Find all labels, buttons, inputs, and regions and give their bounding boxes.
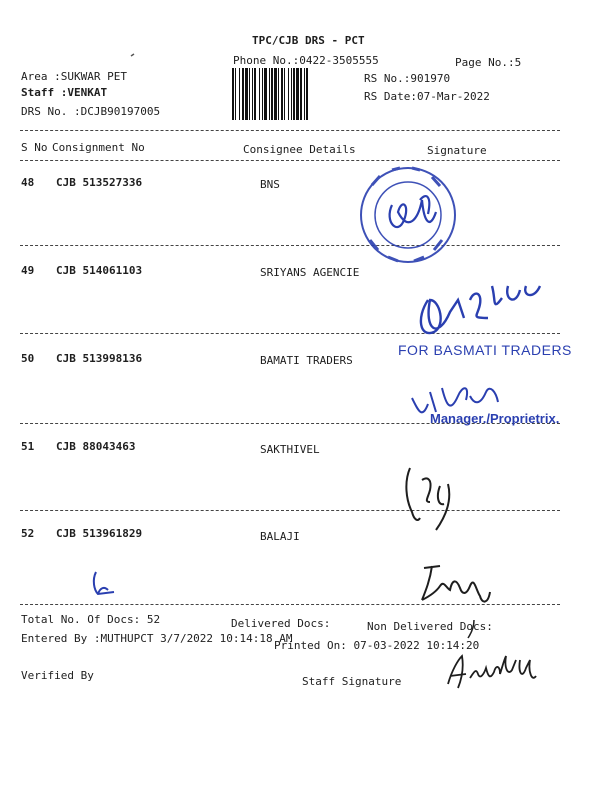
row-consignment-no: CJB 513527336 — [56, 176, 143, 189]
row-consignee: SAKTHIVEL — [260, 443, 320, 456]
signature-row-50 — [412, 388, 498, 412]
staff-signature-label: Staff Signature — [302, 675, 402, 688]
non-delivered-docs: Non Delivered Docs: — [367, 620, 493, 633]
area-label: Area :SUKWAR PET — [21, 70, 127, 83]
row-sno: 49 — [21, 264, 35, 277]
printed-on: Printed On: 07-03-2022 10:14:20 — [274, 639, 480, 652]
document-title: TPC/CJB DRS - PCT — [252, 34, 365, 47]
company-stamp-designation: Manager./Proprietrix. — [430, 411, 560, 426]
signature-row-52 — [422, 566, 490, 602]
rs-date: RS Date:07-Mar-2022 — [364, 90, 490, 103]
round-stamp — [361, 168, 455, 262]
verified-by: Verified By — [21, 669, 94, 682]
column-header-consignee: Consignee Details — [243, 143, 356, 156]
row-sno: 48 — [21, 176, 35, 189]
row-consignment-no: CJB 513961829 — [56, 527, 143, 540]
row-consignment-no: CJB 88043463 — [56, 440, 136, 453]
signature-row-51 — [406, 468, 449, 530]
phone-number: Phone No.:0422-3505555 — [233, 54, 379, 67]
staff-label: Staff :VENKAT — [21, 86, 108, 99]
row-consignee: SRIYANS AGENCIE — [260, 266, 360, 279]
drs-number: DRS No. :DCJB90197005 — [21, 105, 161, 118]
page-number: Page No.:5 — [455, 56, 522, 69]
rs-number: RS No.:901970 — [364, 72, 451, 85]
row-sno: 51 — [21, 440, 35, 453]
column-header-consignment: Consignment No — [52, 141, 145, 154]
signature-row-49 — [421, 286, 540, 333]
row-consignment-no: CJB 514061103 — [56, 264, 143, 277]
row-consignee: BALAJI — [260, 530, 300, 543]
mark-row-52-left — [94, 572, 114, 594]
column-header-sno: S No — [21, 141, 48, 154]
delivered-docs: Delivered Docs: — [231, 617, 331, 630]
company-stamp-name: FOR BASMATI TRADERS — [398, 342, 572, 358]
row-consignee: BNS — [260, 178, 280, 191]
entered-by: Entered By :MUTHUPCT 3/7/2022 10:14:18 AM — [21, 632, 293, 645]
row-sno: 52 — [21, 527, 35, 540]
staff-signature-mark — [448, 656, 536, 688]
row-consignee: BAMATI TRADERS — [260, 354, 353, 367]
column-header-signature: Signature — [427, 144, 487, 157]
row-consignment-no: CJB 513998136 — [56, 352, 143, 365]
signature-row-48 — [390, 196, 436, 227]
total-docs: Total No. Of Docs: 52 — [21, 613, 161, 626]
row-sno: 50 — [21, 352, 35, 365]
